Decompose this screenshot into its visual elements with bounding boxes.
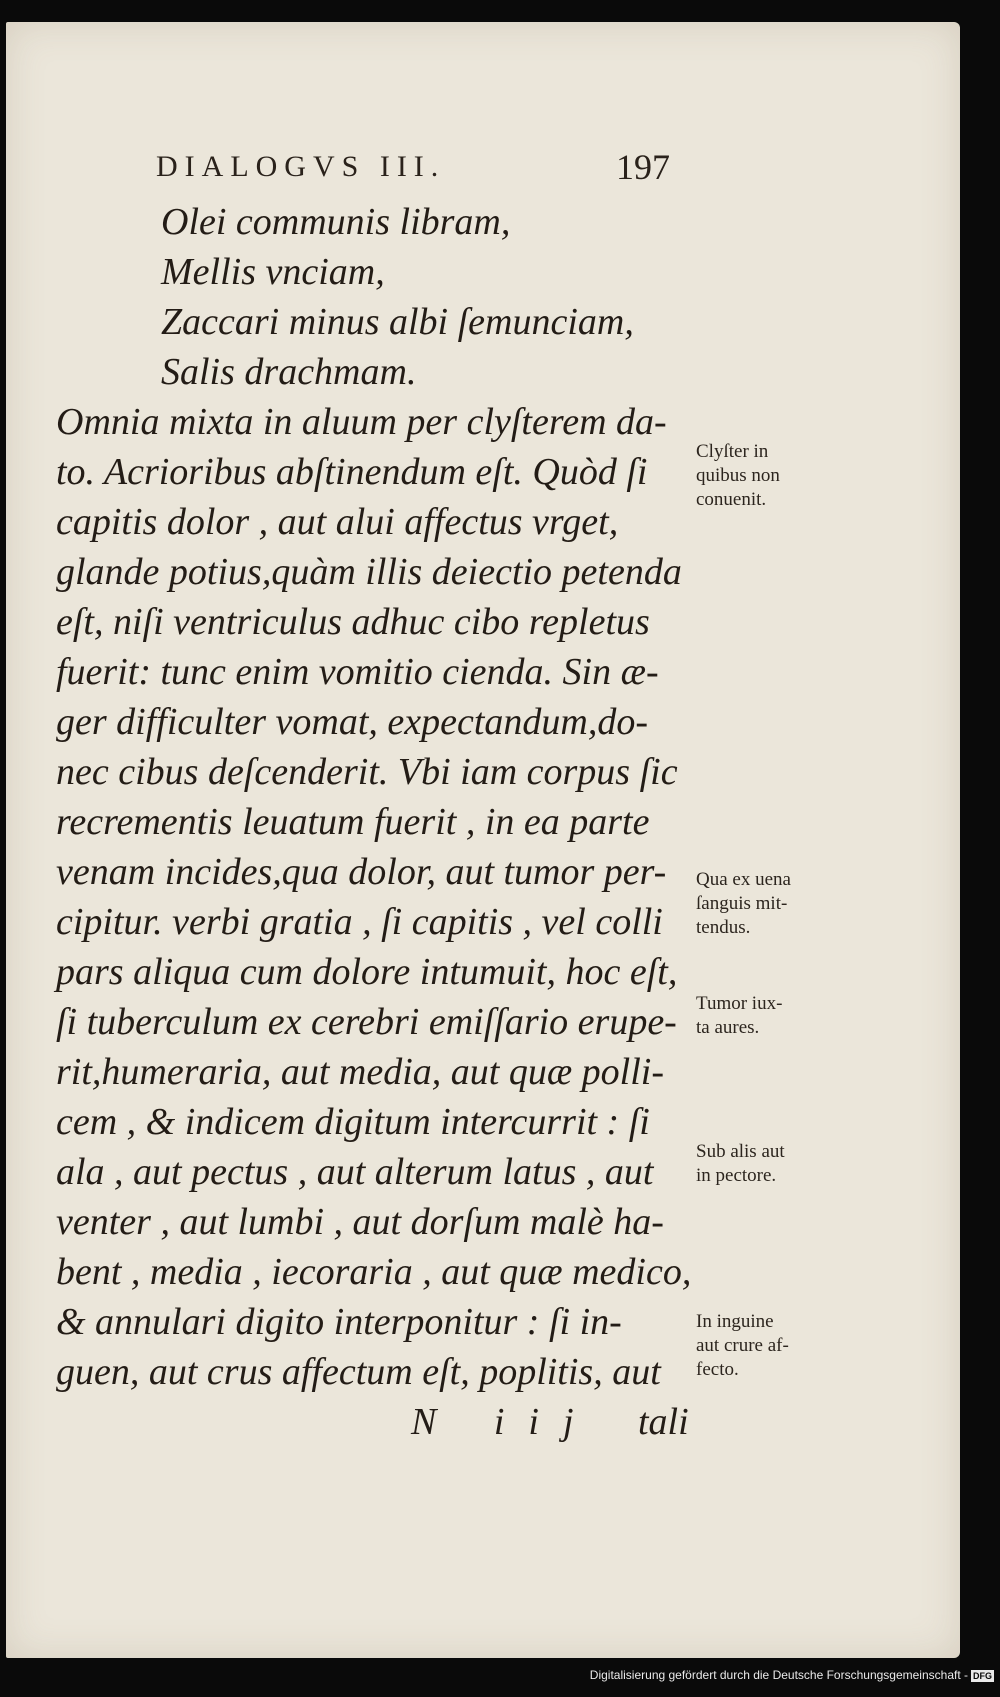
page-number: 197 — [616, 147, 670, 187]
marginal-note: Sub alis aut in pectore. — [696, 1141, 785, 1186]
body-line: to. Acrioribus abſtinendum eſt. Quòd ſi — [56, 451, 648, 493]
credit-text: Digitalisierung gefördert durch die Deutsche Forschungsgemeinschaft - — [589, 1668, 968, 1682]
digitization-credit — [0, 1668, 994, 1682]
dfg-logo: DFG — [973, 1671, 992, 1681]
signature-mark: N iij — [411, 1401, 598, 1443]
catchword: tali — [638, 1401, 689, 1443]
body-line: bent , media , iecoraria , aut quæ medico, — [56, 1251, 692, 1293]
running-title: DIALOGVS III. — [156, 150, 446, 183]
body-line: rit,humeraria, aut media, aut quæ polli- — [56, 1051, 664, 1093]
body-line: ala , aut pectus , aut alterum latus , aut — [56, 1151, 654, 1193]
recipe-line: Mellis vnciam, — [161, 251, 385, 293]
marginal-note: Tumor iux- ta aures. — [696, 993, 783, 1038]
body-line: guen, aut crus affectum eſt, poplitis, aut — [56, 1351, 661, 1393]
recipe-line: Olei communis libram, — [161, 201, 511, 243]
body-line: capitis dolor , aut alui affectus vrget, — [56, 501, 619, 543]
body-line: pars aliqua cum dolore intumuit, hoc eſt, — [56, 951, 678, 993]
body-line: cipitur. verbi gratia , ſi capitis , vel colli — [56, 901, 663, 943]
marginal-note: Qua ex uena ſanguis mit- tendus. — [696, 869, 791, 938]
body-line: ger difficulter vomat, expectandum,do- — [56, 701, 649, 743]
body-line: venter , aut lumbi , aut dorſum malè ha- — [56, 1201, 664, 1243]
book-page — [6, 22, 960, 1658]
body-line: venam incides,qua dolor, aut tumor per- — [56, 851, 667, 893]
body-line: cem , & indicem digitum intercurrit : ſi — [56, 1101, 650, 1143]
marginal-note: In inguine aut crure af- fecto. — [696, 1311, 789, 1380]
recipe-line: Salis drachmam. — [161, 351, 417, 393]
recipe-line: Zaccari minus albi ſemunciam, — [161, 301, 634, 343]
body-line: recrementis leuatum fuerit , in ea parte — [56, 801, 650, 843]
body-line: glande potius,quàm illis deiectio petenda — [56, 551, 682, 593]
body-line: & annulari digito interponitur : ſi in- — [56, 1301, 622, 1343]
marginal-note: Clyſter in quibus non conuenit. — [696, 441, 780, 510]
body-line: nec cibus deſcenderit. Vbi iam corpus ſic — [56, 751, 678, 793]
body-line: ſi tuberculum ex cerebri emiſſario erupe- — [56, 1001, 677, 1043]
body-line: Omnia mixta in aluum per clyſterem da- — [56, 401, 667, 443]
body-line: fuerit: tunc enim vomitio cienda. Sin æ- — [56, 651, 659, 693]
body-line: eſt, niſi ventriculus adhuc cibo repletus — [56, 601, 650, 643]
